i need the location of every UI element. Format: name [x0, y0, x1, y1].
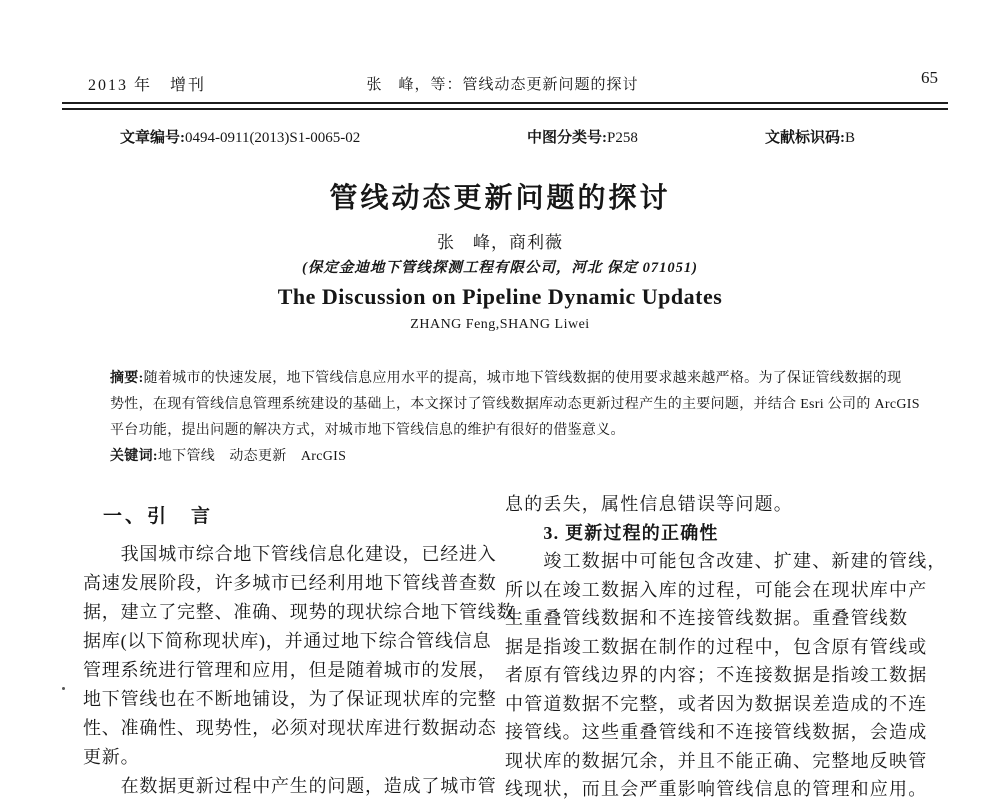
body-line: 据是指竣工数据在制作的过程中，包含原有管线或 [505, 636, 928, 657]
body-line: 接管线。这些重叠管线和不连接管线数据，会造成 [505, 722, 928, 742]
body-line: 竣工数据中可能包含改建、扩建、新建的管线， [505, 551, 947, 571]
paper-authors-cn: 张 峰，商利薇 [437, 233, 563, 252]
subsection-heading-update-correctness: 3. 更新过程的正确性 [505, 522, 719, 543]
right-column [505, 490, 947, 804]
scan-speck [62, 687, 65, 690]
keywords-line [110, 444, 910, 470]
document-code-label: 文献标识码: [765, 130, 845, 146]
running-title: 张 峰，等：管线动态更新问题的探讨 [366, 77, 639, 93]
keywords-label: 关键词: [110, 449, 158, 464]
abstract-line: 摘要:随着城市的快速发展，地下管线信息应用水平的提高，城市地下管线数据的使用要求越来越严格。为了保证管线数据的现 [110, 371, 902, 386]
body-line: 管理系统进行管理和应用，但是随着城市的发展， [83, 660, 497, 680]
body-line: 现状库的数据冗余，并且不能正确、完整地反映管 [505, 750, 928, 771]
body-line: 线现状，而且会严重影响管线信息的管理和应用。 [505, 779, 928, 799]
affiliation: (保定金迪地下管线探测工程有限公司，河北 保定 071051) [302, 260, 698, 276]
article-number [120, 126, 360, 147]
document-code-value: B [845, 130, 856, 146]
document-code [765, 126, 855, 147]
clc-value: P258 [607, 130, 638, 146]
article-number-label: 文章编号: [120, 130, 185, 146]
body-line: 中管道数据不完整，或者因为数据误差造成的不连 [505, 693, 928, 714]
paper-authors-en: ZHANG Feng,SHANG Liwei [410, 317, 590, 332]
keywords-value: 地下管线 动态更新 ArcGIS [157, 449, 347, 464]
section-heading-introduction: 一、引 言 [103, 506, 214, 527]
body-line: 据，建立了完整、准确、现势的现状综合地下管线数 [83, 602, 516, 622]
abstract-line: 势性，在现有管线信息管理系统建设的基础上，本文探讨了管线数据库动态更新过程产生的主要问题，并结合 Esri 公司的 ArcGIS [110, 397, 920, 412]
body-line: 者原有管线边界的内容；不连接数据是指竣工数据 [505, 665, 928, 685]
article-number-value: 0494-0911(2013)S1-0065-02 [185, 130, 361, 146]
abstract-label: 摘要: [110, 371, 144, 386]
clc-label: 中图分类号: [527, 130, 607, 146]
body-line: 性、准确性、现势性，必须对现状库进行数据动态 [83, 718, 497, 738]
page-number: 65 [921, 68, 938, 87]
body-line: 息的丢失，属性信息错误等问题。 [505, 494, 793, 514]
left-column [83, 502, 516, 801]
body-line: 地下管线也在不断地铺设，为了保证现状库的完整 [83, 689, 497, 709]
body-line: 所以在竣工数据入库的过程，可能会在现状库中产 [505, 579, 928, 600]
clc-number [527, 126, 638, 147]
body-line: 在数据更新过程中产生的问题，造成了城市管 [83, 776, 497, 796]
abstract-block [110, 366, 920, 470]
paper-title-en: The Discussion on Pipeline Dynamic Updates [277, 284, 723, 309]
journal-issue: 2013 年 增刊 [88, 77, 207, 94]
header-double-rule [62, 102, 948, 110]
body-line: 更新。 [83, 747, 140, 767]
paper-title-cn: 管线动态更新问题的探讨 [329, 183, 671, 214]
body-line: 生重叠管线数据和不连接管线数据。重叠管线数 [505, 608, 909, 628]
body-line: 我国城市综合地下管线信息化建设，已经进入 [83, 544, 497, 564]
body-line: 据库(以下简称现状库)，并通过地下综合管线信息 [83, 631, 492, 651]
body-line: 高速发展阶段，许多城市已经利用地下管线普查数 [83, 573, 497, 593]
abstract-line: 平台功能，提出问题的解决方式，对城市地下管线信息的维护有很好的借鉴意义。 [110, 423, 625, 438]
